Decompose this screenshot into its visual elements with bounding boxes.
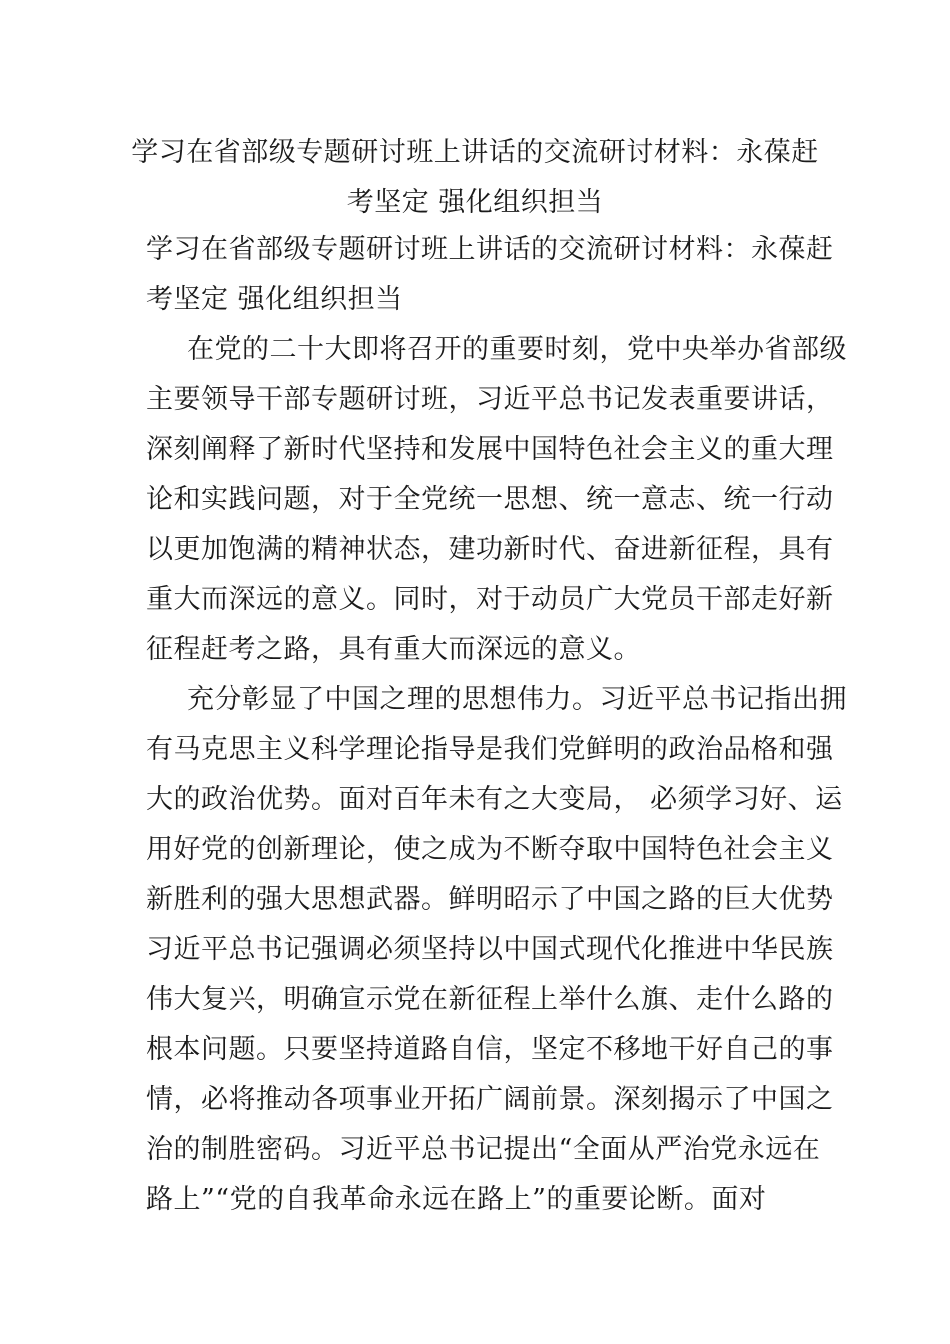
paragraph-line: 情，必将推动各项事业开拓广阔前景。深刻揭示了中国之 bbox=[146, 1084, 834, 1115]
paragraph-line: 有马克思主义科学理论指导是我们党鲜明的政治品格和强 bbox=[146, 734, 834, 765]
paragraph-line: 深刻阐释了新时代坚持和发展中国特色社会主义的重大理 bbox=[146, 434, 834, 465]
paragraph-line: 用好党的创新理论，使之成为不断夺取中国特色社会主义 bbox=[146, 834, 834, 865]
paragraph-line: 习近平总书记强调必须坚持以中国式现代化推进中华民族 bbox=[146, 934, 834, 965]
paragraph-line: 伟大复兴，明确宣示党在新征程上举什么旗、走什么路的 bbox=[146, 984, 834, 1015]
document-title bbox=[130, 128, 820, 228]
paragraph-line: 征程赶考之路，具有重大而深远的意义。 bbox=[146, 634, 641, 665]
paragraph-2 bbox=[146, 675, 847, 1225]
subtitle-line: 考坚定 强化组织担当 bbox=[146, 284, 403, 315]
paragraph-line: 在党的二十大即将召开的重要时刻，党中央举办省部级 bbox=[187, 334, 847, 365]
paragraph-line: 以更加饱满的精神状态，建功新时代、奋进新征程，具有 bbox=[146, 534, 834, 565]
paragraph-line: 根本问题。只要坚持道路自信，坚定不移地干好自己的事 bbox=[146, 1034, 834, 1065]
paragraph-line: 重大而深远的意义。同时，对于动员广大党员干部走好新 bbox=[146, 584, 834, 615]
paragraph-line: 新胜利的强大思想武器。鲜明昭示了中国之路的巨大优势 bbox=[146, 884, 834, 915]
paragraph-line: 大的政治优势。面对百年未有之大变局， 必须学习好、运 bbox=[146, 784, 843, 815]
document-body bbox=[146, 225, 847, 1225]
paragraph-line: 主要领导干部专题研讨班，习近平总书记发表重要讲话， bbox=[146, 384, 834, 415]
paragraph-line: 论和实践问题，对于全党统一思想、统一意志、统一行动 bbox=[146, 484, 834, 515]
paragraph-line: 治的制胜密码。习近平总书记提出“全面从严治党永远在 bbox=[146, 1134, 821, 1165]
document-subtitle bbox=[146, 225, 834, 325]
paragraph-line: 充分彰显了中国之理的思想伟力。习近平总书记指出拥 bbox=[187, 684, 847, 715]
title-line: 学习在省部级专题研讨班上讲话的交流研讨材料：永葆赶 bbox=[131, 137, 819, 168]
paragraph-line: 路上”“党的自我革命永远在路上”的重要论断。面对 bbox=[146, 1184, 767, 1215]
paragraph-1 bbox=[146, 325, 847, 675]
title-line: 考坚定 强化组织担当 bbox=[346, 187, 604, 218]
subtitle-line: 学习在省部级专题研讨班上讲话的交流研讨材料：永葆赶 bbox=[146, 234, 834, 265]
